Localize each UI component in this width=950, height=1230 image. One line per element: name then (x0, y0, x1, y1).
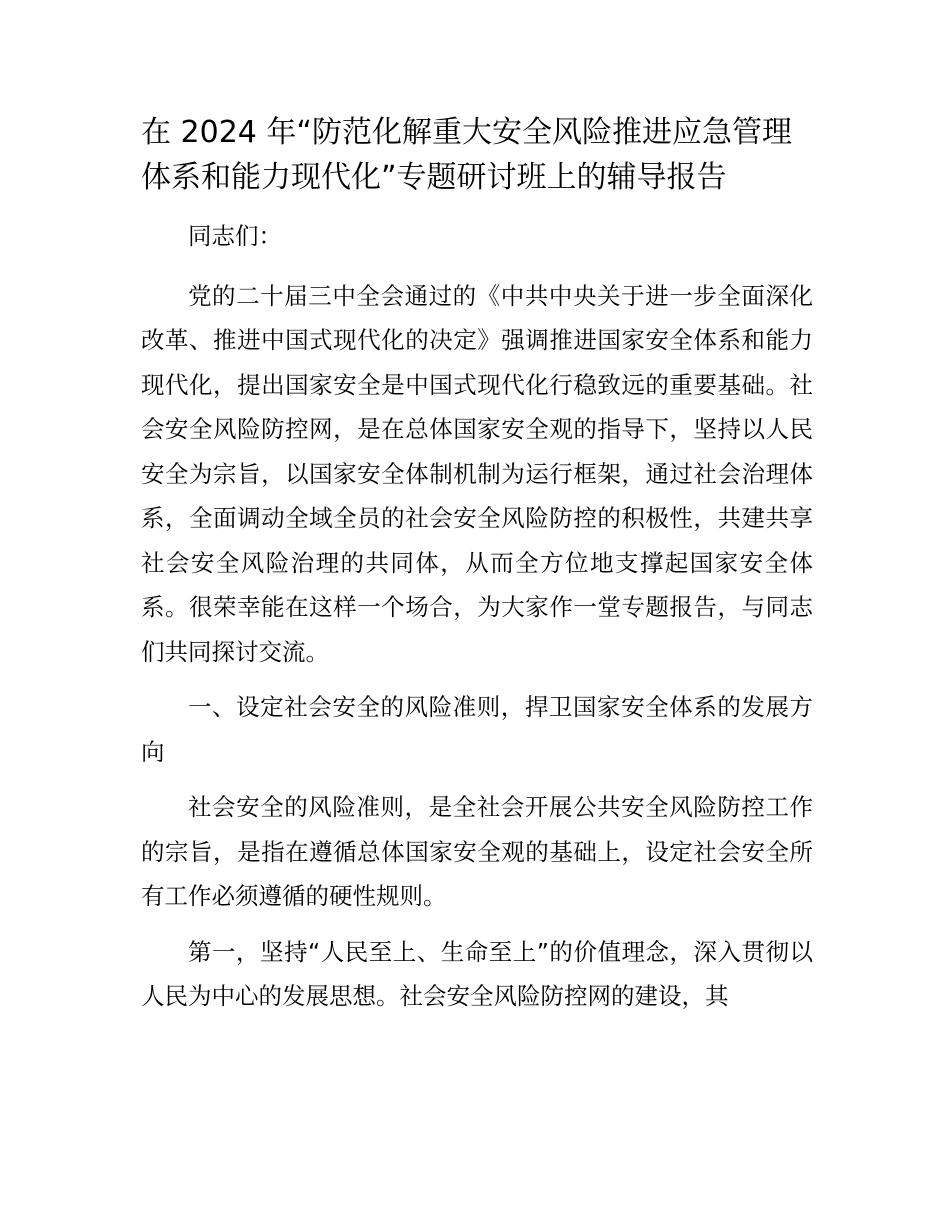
section-1-paragraph: 社会安全的风险准则，是全社会开展公共安全风险防控工作的宗旨，是指在遵循总体国家安全观的基础上，设定社会安全所有工作必须遵循的硬性规则。 (141, 793, 813, 910)
intro-paragraph: 党的二十届三中全会通过的《中共中央关于进一步全面深化改革、推进中国式现代化的决定》强调推进国家安全体系和能力现代化，提出国家安全是中国式现代化行稳致远的重要基础。社会安全风险防控网，是在总体国家安全观的指导下，坚持以人民安全为宗旨，以国家安全体制机制为运行框架，通过社会治理体系，全面调动全域全员的社会安全风险防控的积极性，共建共享社会安全风险治理的共同体，从而全方位地支撑起国家安全体系。很荣幸能在这样一个场合，为大家作一堂专题报告，与同志们共同探讨交流。 (141, 281, 813, 666)
section-heading-1: 一、设定社会安全的风险准则，捍卫国家安全体系的发展方向 (141, 693, 813, 766)
greeting-paragraph: 同志们： (188, 222, 282, 250)
document-title: 在 2024 年“防范化解重大安全风险推进应急管理体系和能力现代化”专题研讨班上的辅导报告 (141, 115, 792, 195)
point-1-paragraph: 第一，坚持“人民至上、生命至上”的价值理念，深入贯彻以人民为中心的发展思想。社会安全风险防控网的建设，其 (141, 937, 813, 1010)
document-body (141, 214, 813, 1030)
